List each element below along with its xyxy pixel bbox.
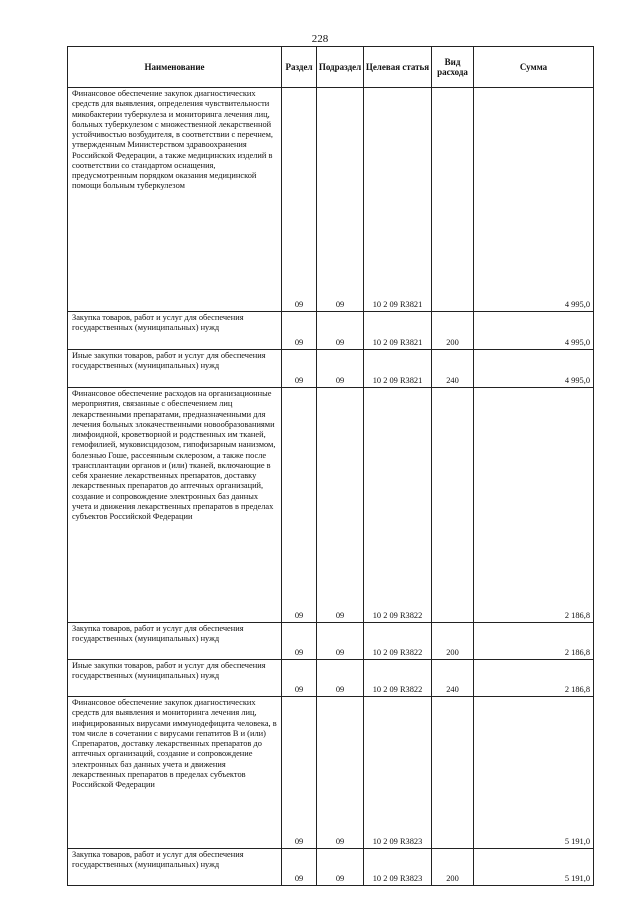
row-amount: 2 186,8 (474, 388, 594, 623)
row-subsection: 09 (317, 623, 364, 660)
row-amount: 4 995,0 (474, 312, 594, 350)
header-amount: Сумма (474, 47, 594, 88)
row-amount: 2 186,8 (474, 660, 594, 697)
table-header-row (68, 47, 594, 88)
row-target: 10 2 09 R3823 (364, 697, 432, 849)
row-subsection: 09 (317, 849, 364, 886)
header-expense-type: Вид расхода (432, 47, 474, 88)
table-row (68, 623, 594, 660)
row-name: Финансовое обеспечение закупок диагностических средств для выявления и мониторинга лечения лиц, инфицированных вирусами иммунодефицита человека, в том числе в сочетании с вирусами гепатитов B и (или) Cпрепаратов, доставку лекарственных препаратов до аптечных организаций, создание и сопровождение электронных баз данных учета и движения лекарственных препаратов в пределах субъектов Российской Федерации (68, 697, 282, 849)
row-section: 09 (282, 660, 317, 697)
row-subsection: 09 (317, 388, 364, 623)
row-subsection: 09 (317, 697, 364, 849)
row-target: 10 2 09 R3821 (364, 88, 432, 312)
row-subsection: 09 (317, 660, 364, 697)
table-row (68, 697, 594, 849)
row-section: 09 (282, 388, 317, 623)
row-expense-type (432, 88, 474, 312)
header-target: Целевая статья (364, 47, 432, 88)
budget-table (67, 46, 594, 886)
row-expense-type (432, 697, 474, 849)
row-name: Закупка товаров, работ и услуг для обеспечения государственных (муниципальных) нужд (68, 849, 282, 886)
row-expense-type: 200 (432, 849, 474, 886)
row-amount: 5 191,0 (474, 849, 594, 886)
row-name: Иные закупки товаров, работ и услуг для обеспечения государственных (муниципальных) нужд (68, 660, 282, 697)
row-section: 09 (282, 88, 317, 312)
header-subsection: Подраздел (317, 47, 364, 88)
table-row (68, 88, 594, 312)
row-target: 10 2 09 R3821 (364, 312, 432, 350)
row-expense-type: 200 (432, 623, 474, 660)
row-subsection: 09 (317, 312, 364, 350)
row-amount: 4 995,0 (474, 350, 594, 388)
row-expense-type: 240 (432, 350, 474, 388)
row-target: 10 2 09 R3822 (364, 388, 432, 623)
row-section: 09 (282, 697, 317, 849)
header-name: Наименование (68, 47, 282, 88)
row-section: 09 (282, 849, 317, 886)
row-target: 10 2 09 R3823 (364, 849, 432, 886)
row-target: 10 2 09 R3822 (364, 660, 432, 697)
row-expense-type: 240 (432, 660, 474, 697)
table-row (68, 660, 594, 697)
row-name: Финансовое обеспечение расходов на организационные мероприятия, связанные с обеспечением лиц лекарственными препаратами, предназначенными для лечения больных злокачественными новообразованиями лимфоидной, кроветворной и родственных им тканей, гемофилией, муковисцидозом, гипофизарным нанизмом, болезнью Гоше, рассеянным склерозом, а также после трансплантации органов и (или) тканей, включающие в себя хранение лекарственных препаратов, доставку лекарственных препаратов до аптечных организаций, создание и сопровождение электронных баз данных учета и движения лекарственных препаратов в пределах субъектов Российской Федерации (68, 388, 282, 623)
row-amount: 5 191,0 (474, 697, 594, 849)
row-name: Финансовое обеспечение закупок диагностических средств для выявления, определения чувствительности микобактерии туберкулеза и мониторинга лечения лиц, больных туберкулезом с множественной лекарственной устойчивостью возбудителя, в соответствии с перечнем, утвержденным Министерством здравоохранения Российской Федерации, а также медицинских изделий в соответствии со стандартом оснащения, предусмотренным порядком оказания медицинской помощи больным туберкулезом (68, 88, 282, 312)
row-name: Закупка товаров, работ и услуг для обеспечения государственных (муниципальных) нужд (68, 312, 282, 350)
row-subsection: 09 (317, 88, 364, 312)
row-name: Иные закупки товаров, работ и услуг для обеспечения государственных (муниципальных) нужд (68, 350, 282, 388)
row-amount: 2 186,8 (474, 623, 594, 660)
row-expense-type (432, 388, 474, 623)
row-section: 09 (282, 312, 317, 350)
row-name: Закупка товаров, работ и услуг для обеспечения государственных (муниципальных) нужд (68, 623, 282, 660)
row-target: 10 2 09 R3822 (364, 623, 432, 660)
table-row (68, 388, 594, 623)
table-row (68, 350, 594, 388)
row-amount: 4 995,0 (474, 88, 594, 312)
header-section: Раздел (282, 47, 317, 88)
row-target: 10 2 09 R3821 (364, 350, 432, 388)
table-row (68, 849, 594, 886)
row-section: 09 (282, 623, 317, 660)
row-subsection: 09 (317, 350, 364, 388)
table-row (68, 312, 594, 350)
row-section: 09 (282, 350, 317, 388)
page-number: 228 (311, 33, 329, 45)
row-expense-type: 200 (432, 312, 474, 350)
